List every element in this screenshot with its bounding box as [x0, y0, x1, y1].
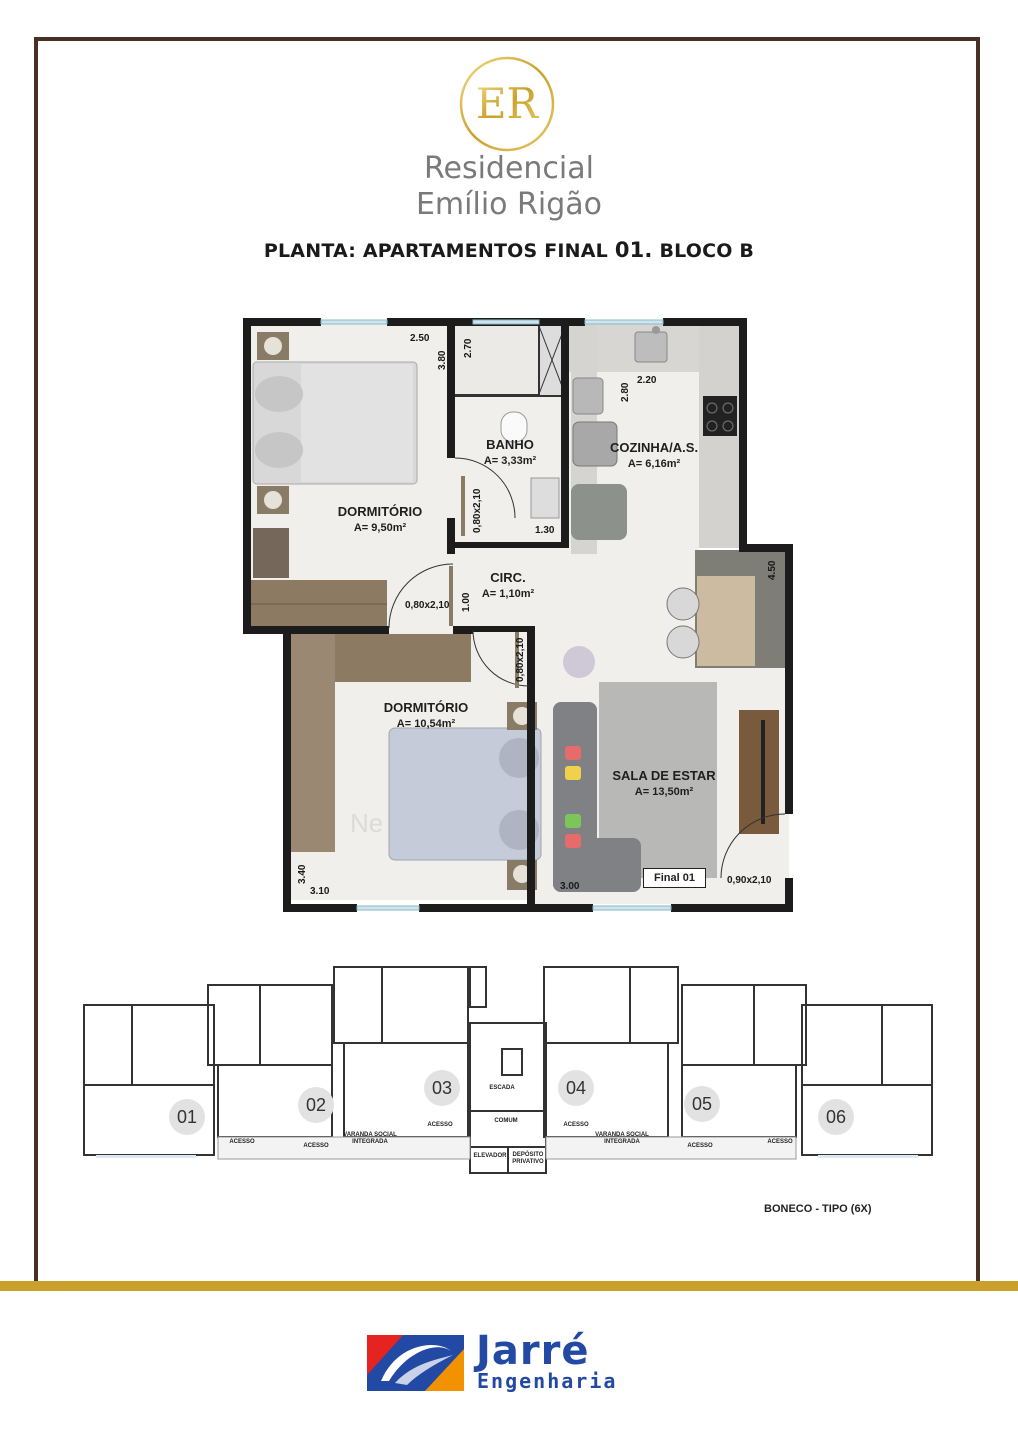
- room-label-banho: [460, 437, 560, 469]
- boneco-caption: BONECO - TIPO (6X): [764, 1203, 872, 1215]
- escada-label: ESCADA: [489, 1085, 515, 1091]
- final-unit-tag: Final 01: [643, 868, 706, 888]
- acesso-label: ACESSO: [687, 1143, 713, 1149]
- room-name: DORMITÓRIO: [383, 700, 469, 715]
- unit-number: 03: [424, 1070, 460, 1106]
- side-table: [563, 646, 595, 678]
- dimension-label: 1.30: [535, 525, 555, 536]
- gold-divider: [0, 1281, 1018, 1291]
- bedroom-2-wardrobe: [287, 634, 335, 852]
- room-area: A= 3,33m²: [483, 455, 537, 467]
- room-name: BANHO: [486, 437, 534, 452]
- dimension-label: 2.70: [463, 338, 474, 358]
- dimension-label: 0,80x2,10: [515, 637, 526, 682]
- room-label-sala: [590, 768, 738, 800]
- dimension-label: 0,90x2,10: [727, 875, 772, 886]
- dimension-label: 1.00: [461, 592, 472, 612]
- comum-label: COMUM: [494, 1118, 518, 1124]
- plan-title: [0, 238, 1018, 262]
- dimension-label: 0,80x2,10: [405, 600, 450, 611]
- room-area: A= 6,16m²: [627, 458, 681, 470]
- kitchen-sink: [635, 332, 667, 362]
- unit-number: 05: [684, 1086, 720, 1122]
- dimension-label: 3.00: [560, 881, 580, 892]
- typical-floor-diagram: [82, 965, 937, 1180]
- unit-number: 06: [818, 1099, 854, 1135]
- monogram-text: ER: [475, 79, 539, 128]
- brand-line-2: Emílio Rigão: [415, 187, 603, 222]
- varanda-label-left: VARANDA SOCIAL INTEGRADA: [343, 1132, 397, 1145]
- deposito-label: DEPÓSITO PRIVATIVO: [512, 1152, 544, 1165]
- company-name: Jarré: [476, 1328, 590, 1374]
- room-area: A= 1,10m²: [481, 588, 535, 600]
- dimension-label: 3.10: [310, 886, 330, 897]
- dimension-label: 2.20: [637, 375, 657, 386]
- water-heater: [571, 484, 627, 540]
- room-name: DORMITÓRIO: [337, 504, 423, 519]
- plan-title-prefix: PLANTA: APARTAMENTOS FINAL: [263, 240, 615, 262]
- room-name: SALA DE ESTAR: [612, 768, 716, 783]
- acesso-label: ACESSO: [767, 1139, 793, 1145]
- room-label-cozinha: [584, 440, 724, 472]
- cooktop: [703, 396, 737, 436]
- unit-number: 01: [169, 1099, 205, 1135]
- room-label-dormitorio-2: [356, 700, 496, 732]
- watermark-text: Ne: [350, 808, 384, 838]
- dimension-label: 0,80x2,10: [472, 488, 483, 533]
- acesso-label: ACESSO: [427, 1122, 453, 1128]
- bath-shower-area: [455, 324, 539, 394]
- laundry-sink: [573, 378, 603, 414]
- room-label-dormitorio-1: [310, 504, 450, 536]
- unit-number: 02: [298, 1087, 334, 1123]
- plan-title-number: 01.: [614, 238, 653, 262]
- dimension-label: 2.80: [620, 382, 631, 402]
- jarre-logo-mark: [367, 1335, 464, 1391]
- bath-sink: [531, 478, 559, 518]
- dimension-label: 2.50: [410, 333, 430, 344]
- floor-plan: [243, 318, 793, 912]
- unit-number: 04: [558, 1070, 594, 1106]
- er-monogram-logo: [458, 55, 556, 153]
- acesso-label: ACESSO: [303, 1143, 329, 1149]
- dimension-label: 4.50: [767, 560, 778, 580]
- dimension-label: 3.40: [297, 864, 308, 884]
- room-name: CIRC.: [490, 570, 526, 585]
- brand-line-1: Residencial: [424, 151, 594, 186]
- room-area: A= 10,54m²: [396, 718, 456, 730]
- acesso-label: ACESSO: [229, 1139, 255, 1145]
- dimension-label: 3.80: [437, 350, 448, 370]
- company-division: Engenharia: [477, 1369, 618, 1393]
- acesso-label: ACESSO: [563, 1122, 589, 1128]
- varanda-label-right: VARANDA SOCIAL INTEGRADA: [595, 1132, 649, 1145]
- elevador-label: ELEVADOR: [473, 1153, 507, 1159]
- room-name: COZINHA/A.S.: [609, 440, 699, 455]
- plan-title-suffix: BLOCO B: [652, 240, 755, 262]
- room-area: A= 13,50m²: [634, 786, 694, 798]
- varanda-right: [546, 1137, 796, 1159]
- room-label-circ: [458, 570, 558, 602]
- room-area: A= 9,50m²: [353, 522, 407, 534]
